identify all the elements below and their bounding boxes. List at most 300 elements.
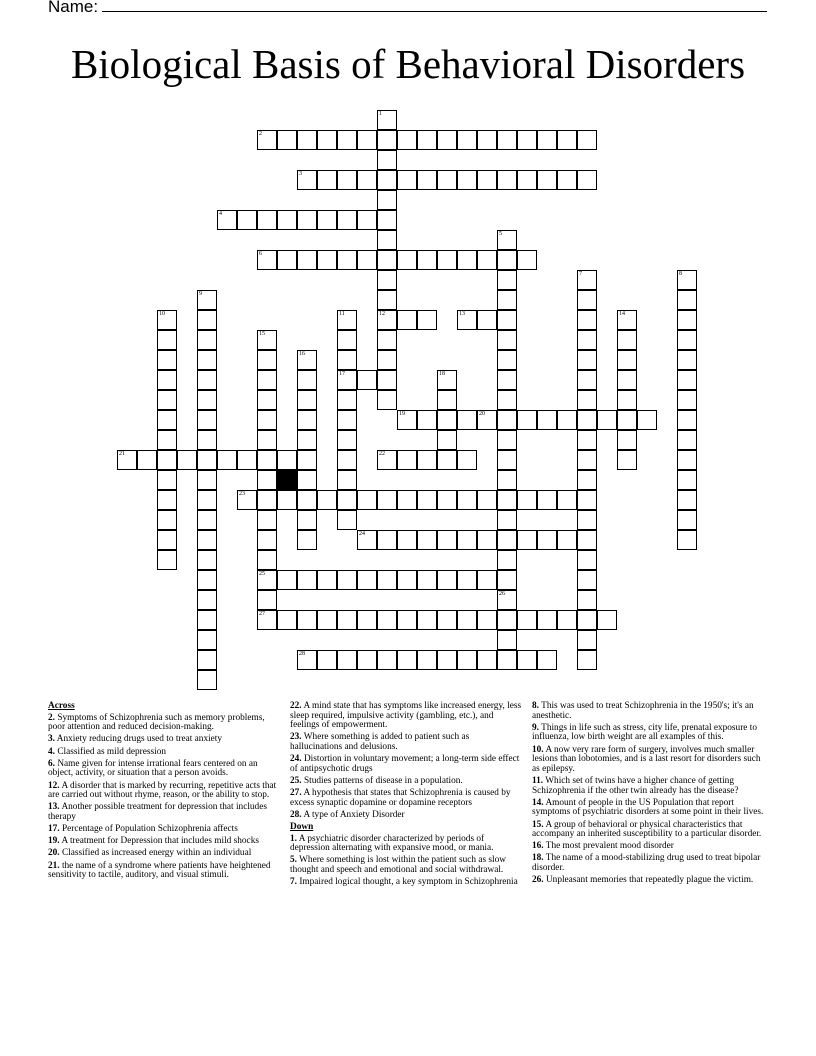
grid-cell[interactable] (677, 510, 697, 530)
clue-number-label: 25. (290, 775, 302, 786)
grid-cell[interactable] (197, 390, 217, 410)
grid-cell[interactable] (517, 610, 537, 630)
grid-cell[interactable] (337, 390, 357, 410)
grid-cell[interactable] (297, 430, 317, 450)
grid-cell[interactable] (417, 170, 437, 190)
grid-cell[interactable] (377, 450, 397, 470)
grid-cell[interactable] (597, 410, 617, 430)
grid-cell[interactable] (577, 490, 597, 510)
grid-cell[interactable] (477, 570, 497, 590)
grid-cell[interactable] (297, 370, 317, 390)
grid-cell[interactable] (377, 310, 397, 330)
grid-cell[interactable] (677, 530, 697, 550)
grid-cell[interactable] (497, 510, 517, 530)
grid-cell[interactable] (197, 670, 217, 690)
grid-cell[interactable] (357, 530, 377, 550)
grid-cell[interactable] (457, 410, 477, 430)
grid-cell[interactable] (497, 450, 517, 470)
grid-cell[interactable] (297, 490, 317, 510)
grid-cell[interactable] (317, 650, 337, 670)
grid-cell[interactable] (197, 510, 217, 530)
grid-cell[interactable] (617, 410, 637, 430)
grid-cell[interactable] (577, 630, 597, 650)
grid-cell[interactable] (497, 650, 517, 670)
clue-number-label: 6. (48, 758, 55, 769)
grid-cell[interactable] (617, 370, 637, 390)
grid-cell[interactable] (197, 490, 217, 510)
grid-cell[interactable] (377, 530, 397, 550)
grid-cell[interactable] (577, 610, 597, 630)
grid-cell[interactable] (437, 430, 457, 450)
grid-cell[interactable] (497, 410, 517, 430)
grid-cell[interactable] (377, 610, 397, 630)
grid-cell[interactable] (497, 170, 517, 190)
grid-cell[interactable] (537, 610, 557, 630)
grid-cell[interactable] (537, 650, 557, 670)
clue-number: 8 (679, 271, 682, 277)
grid-cell[interactable] (137, 450, 157, 470)
grid-cell[interactable] (377, 150, 397, 170)
grid-cell[interactable] (257, 530, 277, 550)
grid-cell[interactable] (377, 190, 397, 210)
grid-cell[interactable] (257, 510, 277, 530)
grid-cell[interactable] (357, 650, 377, 670)
grid-cell[interactable] (257, 490, 277, 510)
grid-cell[interactable] (257, 550, 277, 570)
grid-cell[interactable] (337, 170, 357, 190)
grid-cell[interactable] (437, 170, 457, 190)
grid-cell[interactable] (617, 390, 637, 410)
grid-cell[interactable] (477, 130, 497, 150)
grid-cell[interactable] (457, 450, 477, 470)
grid-cell[interactable] (497, 130, 517, 150)
grid-cell[interactable] (297, 350, 317, 370)
grid-cell[interactable] (277, 250, 297, 270)
grid-cell[interactable] (497, 570, 517, 590)
grid-cell[interactable] (417, 490, 437, 510)
grid-cell[interactable] (337, 210, 357, 230)
grid-cell[interactable] (577, 350, 597, 370)
grid-cell[interactable] (457, 170, 477, 190)
grid-cell[interactable] (557, 490, 577, 510)
grid-cell[interactable] (337, 490, 357, 510)
grid-cell[interactable] (397, 450, 417, 470)
grid-cell[interactable] (197, 450, 217, 470)
grid-cell[interactable] (257, 330, 277, 350)
grid-cell[interactable] (357, 490, 377, 510)
clue-item (48, 837, 284, 847)
grid-cell[interactable] (677, 350, 697, 370)
grid-cell[interactable] (197, 370, 217, 390)
grid-cell[interactable] (457, 610, 477, 630)
grid-cell[interactable] (437, 410, 457, 430)
grid-cell[interactable] (377, 650, 397, 670)
grid-cell[interactable] (317, 570, 337, 590)
grid-cell[interactable] (557, 410, 577, 430)
grid-cell[interactable] (417, 610, 437, 630)
grid-cell[interactable] (497, 530, 517, 550)
grid-cell[interactable] (297, 210, 317, 230)
grid-cell[interactable] (437, 390, 457, 410)
grid-cell[interactable] (577, 270, 597, 290)
grid-cell[interactable] (217, 450, 237, 470)
grid-cell[interactable] (337, 310, 357, 330)
grid-cell[interactable] (577, 530, 597, 550)
grid-cell[interactable] (417, 310, 437, 330)
grid-cell[interactable] (157, 350, 177, 370)
grid-cell[interactable] (437, 370, 457, 390)
grid-cell[interactable] (677, 270, 697, 290)
grid-cell[interactable] (437, 490, 457, 510)
grid-cell[interactable] (537, 410, 557, 430)
grid-cell[interactable] (257, 390, 277, 410)
grid-cell[interactable] (377, 330, 397, 350)
grid-cell[interactable] (197, 290, 217, 310)
grid-cell[interactable] (337, 510, 357, 530)
grid-cell[interactable] (297, 650, 317, 670)
grid-cell[interactable] (417, 410, 437, 430)
grid-cell[interactable] (297, 170, 317, 190)
grid-cell[interactable] (337, 570, 357, 590)
grid-cell[interactable] (337, 430, 357, 450)
grid-cell[interactable] (617, 330, 637, 350)
grid-cell[interactable] (497, 610, 517, 630)
grid-cell[interactable] (437, 650, 457, 670)
grid-cell[interactable] (257, 130, 277, 150)
grid-cell[interactable] (497, 250, 517, 270)
grid-cell[interactable] (397, 170, 417, 190)
grid-cell[interactable] (357, 210, 377, 230)
clue-number: 19 (399, 411, 405, 417)
grid-cell[interactable] (197, 330, 217, 350)
grid-cell[interactable] (157, 510, 177, 530)
grid-cell[interactable] (317, 490, 337, 510)
grid-cell[interactable] (257, 250, 277, 270)
grid-cell[interactable] (497, 350, 517, 370)
grid-cell[interactable] (377, 110, 397, 130)
grid-cell[interactable] (577, 590, 597, 610)
grid-cell[interactable] (517, 410, 537, 430)
clue-text: Name given for intense irrational fears centered on an object, activity, or situation that a person avoids. (48, 758, 258, 779)
grid-cell[interactable] (397, 410, 417, 430)
grid-cell[interactable] (617, 310, 637, 330)
grid-cell[interactable] (377, 490, 397, 510)
grid-cell[interactable] (577, 470, 597, 490)
grid-cell[interactable] (157, 550, 177, 570)
grid-cell[interactable] (477, 310, 497, 330)
grid-cell[interactable] (317, 610, 337, 630)
grid-cell[interactable] (497, 590, 517, 610)
grid-cell[interactable] (377, 270, 397, 290)
grid-cell[interactable] (517, 650, 537, 670)
grid-cell[interactable] (457, 530, 477, 550)
grid-cell[interactable] (477, 490, 497, 510)
grid-cell[interactable] (577, 370, 597, 390)
grid-cell[interactable] (257, 570, 277, 590)
grid-cell[interactable] (637, 410, 657, 430)
grid-cell[interactable] (257, 370, 277, 390)
grid-cell[interactable] (517, 130, 537, 150)
grid-cell[interactable] (257, 450, 277, 470)
grid-cell[interactable] (237, 490, 257, 510)
grid-cell[interactable] (417, 130, 437, 150)
grid-cell[interactable] (277, 450, 297, 470)
grid-cell[interactable] (377, 290, 397, 310)
grid-cell[interactable] (577, 550, 597, 570)
grid-cell[interactable] (257, 210, 277, 230)
grid-cell[interactable] (157, 390, 177, 410)
grid-cell[interactable] (197, 610, 217, 630)
grid-cell[interactable] (317, 170, 337, 190)
grid-cell[interactable] (357, 370, 377, 390)
grid-cell[interactable] (157, 530, 177, 550)
grid-cell[interactable] (197, 550, 217, 570)
grid-cell[interactable] (397, 490, 417, 510)
grid-cell[interactable] (337, 350, 357, 370)
grid-cell[interactable] (417, 570, 437, 590)
grid-cell[interactable] (397, 570, 417, 590)
grid-cell[interactable] (297, 450, 317, 470)
clue-number: 10 (159, 311, 165, 317)
grid-cell[interactable] (517, 490, 537, 510)
grid-cell[interactable] (497, 390, 517, 410)
grid-cell[interactable] (377, 570, 397, 590)
grid-cell[interactable] (417, 450, 437, 470)
grid-cell[interactable] (557, 610, 577, 630)
grid-cell[interactable] (377, 350, 397, 370)
clue-column-3 (532, 702, 768, 888)
clue-text: Amount of people in the US Population that report symptoms of psychiatric disorders at some point in their lives. (532, 797, 764, 818)
grid-cell[interactable] (177, 450, 197, 470)
grid-cell[interactable] (297, 570, 317, 590)
grid-cell[interactable] (297, 250, 317, 270)
grid-cell[interactable] (477, 650, 497, 670)
grid-cell[interactable] (577, 450, 597, 470)
grid-cell[interactable] (677, 330, 697, 350)
grid-cell[interactable] (417, 250, 437, 270)
grid-cell[interactable] (197, 470, 217, 490)
grid-cell[interactable] (377, 130, 397, 150)
grid-cell[interactable] (157, 370, 177, 390)
grid-cell[interactable] (457, 130, 477, 150)
grid-cell[interactable] (677, 310, 697, 330)
grid-cell[interactable] (477, 610, 497, 630)
grid-cell[interactable] (197, 350, 217, 370)
grid-cell[interactable] (417, 530, 437, 550)
grid-cell[interactable] (537, 170, 557, 190)
grid-cell[interactable] (277, 570, 297, 590)
grid-cell[interactable] (117, 450, 137, 470)
grid-cell[interactable] (197, 310, 217, 330)
grid-cell[interactable] (157, 490, 177, 510)
grid-cell[interactable] (477, 170, 497, 190)
grid-cell[interactable] (357, 610, 377, 630)
grid-cell[interactable] (277, 130, 297, 150)
grid-cell[interactable] (577, 650, 597, 670)
grid-cell[interactable] (397, 250, 417, 270)
grid-cell[interactable] (557, 170, 577, 190)
grid-cell[interactable] (157, 330, 177, 350)
grid-cell[interactable] (257, 470, 277, 490)
grid-cell[interactable] (577, 290, 597, 310)
grid-cell[interactable] (557, 130, 577, 150)
grid-cell[interactable] (577, 310, 597, 330)
grid-cell[interactable] (417, 650, 437, 670)
grid-cell[interactable] (297, 390, 317, 410)
grid-cell[interactable] (477, 530, 497, 550)
grid-cell[interactable] (437, 570, 457, 590)
grid-cell[interactable] (517, 250, 537, 270)
grid-cell[interactable] (677, 450, 697, 470)
grid-cell[interactable] (277, 610, 297, 630)
grid-cell[interactable] (497, 270, 517, 290)
grid-cell[interactable] (357, 250, 377, 270)
grid-cell[interactable] (597, 610, 617, 630)
grid-cell[interactable] (157, 410, 177, 430)
grid-cell[interactable] (257, 430, 277, 450)
grid-cell[interactable] (677, 410, 697, 430)
grid-cell[interactable] (297, 530, 317, 550)
grid-cell[interactable] (497, 230, 517, 250)
grid-cell[interactable] (297, 510, 317, 530)
grid-cell[interactable] (157, 430, 177, 450)
grid-cell[interactable] (377, 170, 397, 190)
grid-cell[interactable] (437, 530, 457, 550)
grid-cell[interactable] (197, 570, 217, 590)
grid-cell[interactable] (397, 650, 417, 670)
grid-cell[interactable] (397, 130, 417, 150)
grid-cell[interactable] (257, 410, 277, 430)
grid-cell[interactable] (677, 390, 697, 410)
grid-cell[interactable] (317, 250, 337, 270)
grid-cell[interactable] (497, 310, 517, 330)
grid-cell[interactable] (377, 370, 397, 390)
grid-cell[interactable] (497, 430, 517, 450)
grid-cell[interactable] (337, 650, 357, 670)
grid-cell[interactable] (577, 430, 597, 450)
grid-cell[interactable] (617, 450, 637, 470)
grid-cell[interactable] (437, 130, 457, 150)
grid-cell[interactable] (577, 330, 597, 350)
grid-cell[interactable] (397, 610, 417, 630)
grid-cell[interactable] (677, 290, 697, 310)
grid-cell[interactable] (337, 330, 357, 350)
grid-cell[interactable] (497, 550, 517, 570)
grid-cell[interactable] (577, 390, 597, 410)
grid-cell[interactable] (337, 470, 357, 490)
grid-cell[interactable] (377, 250, 397, 270)
grid-cell[interactable] (397, 530, 417, 550)
grid-cell[interactable] (377, 210, 397, 230)
grid-cell[interactable] (357, 130, 377, 150)
grid-cell[interactable] (197, 590, 217, 610)
grid-cell[interactable] (477, 250, 497, 270)
grid-cell[interactable] (277, 490, 297, 510)
grid-cell[interactable] (477, 410, 497, 430)
grid-cell[interactable] (197, 630, 217, 650)
grid-cell[interactable] (357, 570, 377, 590)
grid-cell[interactable] (337, 450, 357, 470)
grid-cell[interactable] (297, 470, 317, 490)
grid-cell[interactable] (497, 290, 517, 310)
grid-cell[interactable] (197, 410, 217, 430)
grid-cell[interactable] (557, 530, 577, 550)
grid-cell[interactable] (677, 490, 697, 510)
clue-number: 23 (239, 491, 245, 497)
grid-cell[interactable] (677, 470, 697, 490)
grid-cell[interactable] (537, 530, 557, 550)
grid-cell[interactable] (357, 170, 377, 190)
grid-cell[interactable] (437, 250, 457, 270)
clue-number: 6 (259, 251, 262, 257)
grid-cell[interactable] (257, 350, 277, 370)
grid-cell[interactable] (517, 170, 537, 190)
grid-cell[interactable] (457, 650, 477, 670)
grid-cell[interactable] (457, 250, 477, 270)
grid-cell[interactable] (337, 410, 357, 430)
grid-cell[interactable] (617, 430, 637, 450)
grid-cell[interactable] (497, 630, 517, 650)
grid-cell[interactable] (577, 170, 597, 190)
grid-cell[interactable] (457, 570, 477, 590)
grid-cell[interactable] (577, 410, 597, 430)
grid-cell[interactable] (437, 610, 457, 630)
grid-cell[interactable] (257, 610, 277, 630)
grid-cell[interactable] (337, 610, 357, 630)
grid-cell[interactable] (457, 310, 477, 330)
grid-cell[interactable] (497, 490, 517, 510)
grid-cell[interactable] (297, 610, 317, 630)
grid-cell[interactable] (497, 330, 517, 350)
grid-cell[interactable] (197, 530, 217, 550)
grid-cell[interactable] (397, 310, 417, 330)
clue-text: A treatment for Depression that includes mild shocks (61, 836, 259, 847)
grid-cell[interactable] (317, 130, 337, 150)
grid-cell[interactable] (217, 210, 237, 230)
grid-cell[interactable] (517, 530, 537, 550)
grid-cell[interactable] (237, 450, 257, 470)
grid-cell[interactable] (197, 650, 217, 670)
grid-cell[interactable] (497, 470, 517, 490)
grid-cell[interactable] (337, 250, 357, 270)
grid-cell[interactable] (457, 490, 477, 510)
grid-cell[interactable] (277, 210, 297, 230)
grid-cell[interactable] (497, 370, 517, 390)
grid-cell[interactable] (577, 130, 597, 150)
grid-cell[interactable] (577, 510, 597, 530)
grid-cell[interactable] (337, 130, 357, 150)
grid-cell[interactable] (617, 350, 637, 370)
grid-cell[interactable] (377, 390, 397, 410)
grid-cell[interactable] (297, 130, 317, 150)
grid-cell[interactable] (197, 430, 217, 450)
grid-cell[interactable] (537, 130, 557, 150)
grid-cell[interactable] (377, 230, 397, 250)
grid-cell[interactable] (157, 310, 177, 330)
grid-cell[interactable] (237, 210, 257, 230)
grid-cell[interactable] (537, 490, 557, 510)
grid-cell[interactable] (677, 370, 697, 390)
grid-cell[interactable] (157, 450, 177, 470)
grid-cell[interactable] (157, 470, 177, 490)
grid-cell[interactable] (257, 590, 277, 610)
grid-cell[interactable] (297, 410, 317, 430)
grid-cell[interactable] (577, 570, 597, 590)
grid-cell[interactable] (437, 450, 457, 470)
grid-cell[interactable] (317, 210, 337, 230)
grid-cell[interactable] (337, 370, 357, 390)
grid-cell[interactable] (677, 430, 697, 450)
